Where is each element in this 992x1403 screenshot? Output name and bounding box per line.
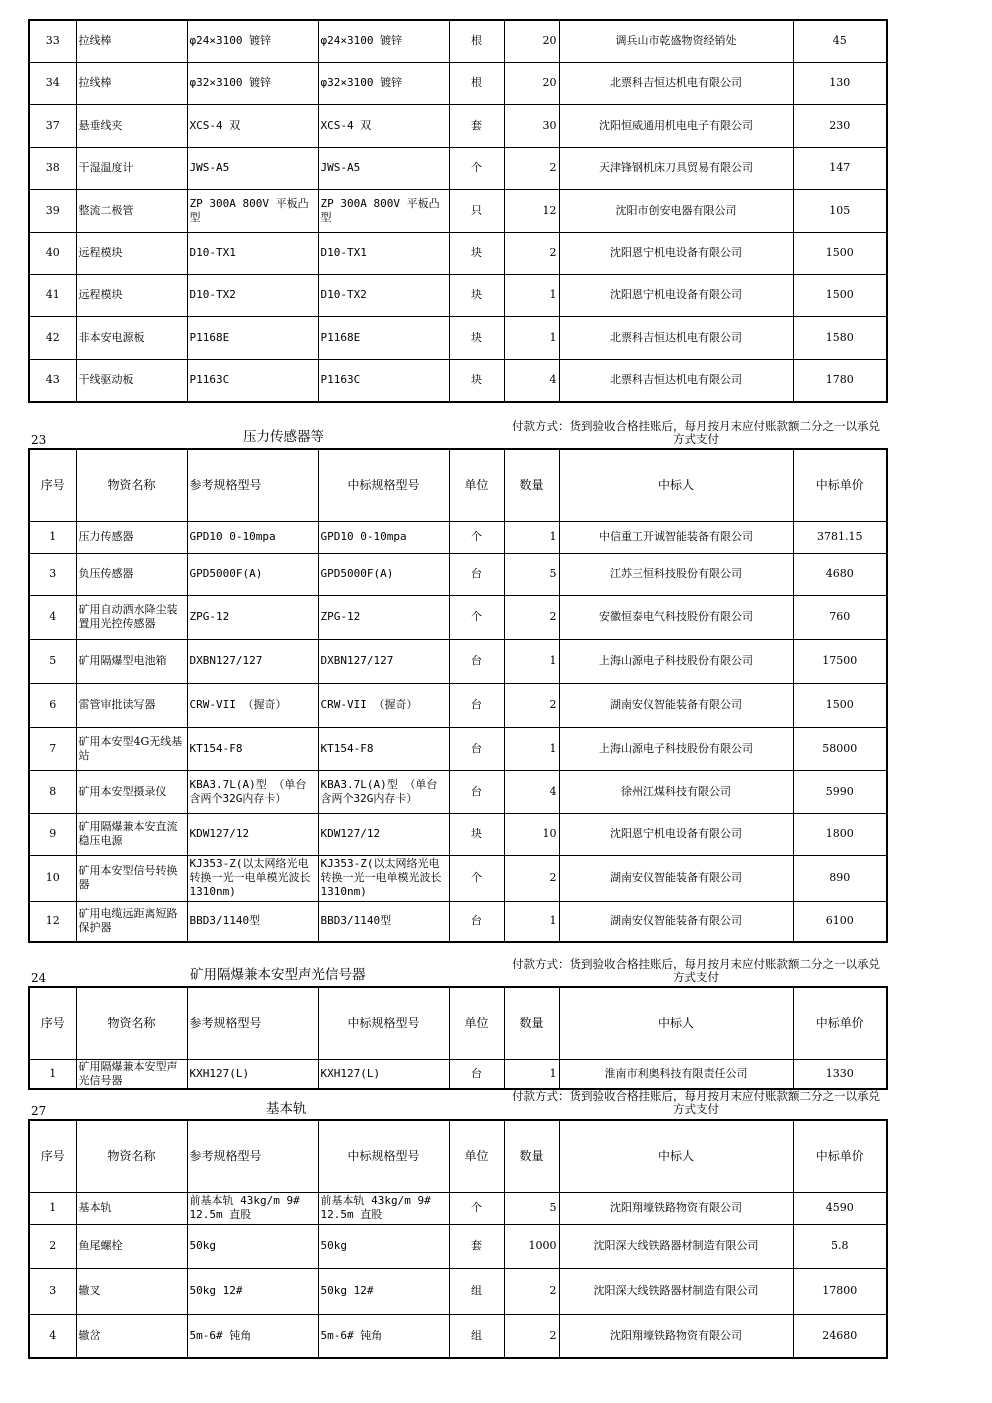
unit-cell: 台 — [449, 639, 504, 683]
table-row — [29, 359, 887, 402]
bid-spec-cell: 5m-6# 钝角 — [318, 1314, 449, 1358]
ref-spec-cell: P1168E — [187, 316, 318, 359]
header-ref-spec: 参考规格型号 — [187, 449, 318, 521]
unit-price-cell: 1330 — [793, 1059, 887, 1089]
ref-spec-cell: P1163C — [187, 359, 318, 402]
unit-price-cell: 4590 — [793, 1192, 887, 1224]
bid-spec-cell: JWS-A5 — [318, 147, 449, 189]
supplier-cell: 北票科吉恒达机电有限公司 — [559, 359, 793, 402]
row-number-cell: 10 — [29, 855, 76, 901]
item-name-cell: 远程模块 — [76, 232, 187, 274]
table-section-24 — [28, 986, 888, 1090]
row-number-cell: 7 — [29, 727, 76, 770]
quantity-cell: 2 — [504, 1268, 559, 1314]
quantity-cell: 1 — [504, 274, 559, 316]
row-number-cell: 1 — [29, 1059, 76, 1089]
quantity-cell: 2 — [504, 232, 559, 274]
header-price: 中标单价 — [793, 1120, 887, 1192]
supplier-cell: 沈阳深大线铁路器材制造有限公司 — [559, 1268, 793, 1314]
unit-price-cell: 1580 — [793, 316, 887, 359]
bid-spec-cell: 50kg 12# — [318, 1268, 449, 1314]
row-number-cell: 8 — [29, 770, 76, 813]
supplier-cell: 湖南安仪智能装备有限公司 — [559, 901, 793, 942]
table-row — [29, 521, 887, 553]
unit-price-cell: 5.8 — [793, 1224, 887, 1268]
table-row — [29, 813, 887, 855]
ref-spec-cell: D10-TX1 — [187, 232, 318, 274]
table-section-27 — [28, 1119, 888, 1359]
header-qty: 数量 — [504, 449, 559, 521]
bid-spec-cell: KDW127/12 — [318, 813, 449, 855]
unit-cell: 只 — [449, 189, 504, 232]
row-number-cell: 33 — [29, 20, 76, 62]
section-title: 矿用隔爆兼本安型声光信号器 — [190, 967, 366, 983]
quantity-cell: 2 — [504, 1314, 559, 1358]
table-row — [29, 62, 887, 104]
bid-spec-cell: φ32×3100 镀锌 — [318, 62, 449, 104]
bid-spec-cell: KT154-F8 — [318, 727, 449, 770]
ref-spec-cell: 50kg — [187, 1224, 318, 1268]
header-seq: 序号 — [29, 449, 76, 521]
header-name: 物资名称 — [76, 449, 187, 521]
table-row — [29, 595, 887, 639]
unit-cell: 块 — [449, 232, 504, 274]
bid-spec-cell: 50kg — [318, 1224, 449, 1268]
unit-cell: 台 — [449, 1059, 504, 1089]
unit-price-cell: 45 — [793, 20, 887, 62]
item-name-cell: 拉线棒 — [76, 62, 187, 104]
table-row — [29, 274, 887, 316]
quantity-cell: 1 — [504, 901, 559, 942]
ref-spec-cell: XCS-4 双 — [187, 104, 318, 147]
item-name-cell: 矿用自动洒水降尘装置用光控传感器 — [76, 595, 187, 639]
header-bid-spec: 中标规格型号 — [318, 449, 449, 521]
unit-price-cell: 1500 — [793, 232, 887, 274]
row-number-cell: 42 — [29, 316, 76, 359]
unit-cell: 根 — [449, 62, 504, 104]
table-row — [29, 855, 887, 901]
supplier-cell: 江苏三恒科技股份有限公司 — [559, 553, 793, 595]
item-name-cell: 矿用隔爆兼本安型声光信号器 — [76, 1059, 187, 1089]
section-number: 23 — [31, 433, 47, 447]
unit-price-cell: 4680 — [793, 553, 887, 595]
unit-cell: 个 — [449, 855, 504, 901]
unit-cell: 个 — [449, 595, 504, 639]
unit-price-cell: 1500 — [793, 683, 887, 727]
quantity-cell: 10 — [504, 813, 559, 855]
item-name-cell: 矿用电缆远距离短路保护器 — [76, 901, 187, 942]
bid-spec-cell: KXH127(L) — [318, 1059, 449, 1089]
bid-spec-cell: KJ353-Z(以太网络光电转换一光一电单模光波长1310nm) — [318, 855, 449, 901]
payment-terms: 付款方式：货到验收合格挂账后，每月按月末应付账款额二分之一以承兑方式支付 — [512, 419, 880, 446]
bid-spec-cell: GPD5000F(A) — [318, 553, 449, 595]
row-number-cell: 41 — [29, 274, 76, 316]
quantity-cell: 2 — [504, 855, 559, 901]
unit-price-cell: 24680 — [793, 1314, 887, 1358]
item-name-cell: 雷管审批读写器 — [76, 683, 187, 727]
table-row — [29, 901, 887, 942]
table-row — [29, 1314, 887, 1358]
ref-spec-cell: CRW-VII （握奇） — [187, 683, 318, 727]
supplier-cell: 沈阳恩宁机电设备有限公司 — [559, 813, 793, 855]
bid-spec-cell: BBD3/1140型 — [318, 901, 449, 942]
unit-price-cell: 17800 — [793, 1268, 887, 1314]
table-row — [29, 1268, 887, 1314]
row-number-cell: 4 — [29, 1314, 76, 1358]
quantity-cell: 5 — [504, 553, 559, 595]
bid-spec-cell: P1168E — [318, 316, 449, 359]
table-row — [29, 147, 887, 189]
table-row — [29, 104, 887, 147]
table-row — [29, 20, 887, 62]
supplier-cell: 上海山源电子科技股份有限公司 — [559, 639, 793, 683]
header-ref-spec: 参考规格型号 — [187, 987, 318, 1059]
item-name-cell: 干线驱动板 — [76, 359, 187, 402]
header-qty: 数量 — [504, 987, 559, 1059]
ref-spec-cell: BBD3/1140型 — [187, 901, 318, 942]
item-name-cell: 矿用本安型摄录仪 — [76, 770, 187, 813]
ref-spec-cell: KDW127/12 — [187, 813, 318, 855]
item-name-cell: 悬垂线夹 — [76, 104, 187, 147]
item-name-cell: 整流二极管 — [76, 189, 187, 232]
unit-cell: 套 — [449, 104, 504, 147]
table-row — [29, 727, 887, 770]
unit-cell: 套 — [449, 1224, 504, 1268]
header-supplier: 中标人 — [559, 987, 793, 1059]
supplier-cell: 湖南安仪智能装备有限公司 — [559, 683, 793, 727]
ref-spec-cell: GPD10 0-10mpa — [187, 521, 318, 553]
row-number-cell: 3 — [29, 1268, 76, 1314]
payment-terms: 付款方式：货到验收合格挂账后，每月按月末应付账款额二分之一以承兑方式支付 — [512, 957, 880, 984]
section-title: 压力传感器等 — [243, 429, 324, 445]
unit-price-cell: 1800 — [793, 813, 887, 855]
item-name-cell: 鱼尾螺栓 — [76, 1224, 187, 1268]
section-number: 24 — [31, 971, 47, 985]
row-number-cell: 38 — [29, 147, 76, 189]
supplier-cell: 北票科吉恒达机电有限公司 — [559, 62, 793, 104]
row-number-cell: 5 — [29, 639, 76, 683]
bid-spec-cell: CRW-VII （握奇） — [318, 683, 449, 727]
quantity-cell: 4 — [504, 770, 559, 813]
table-row — [29, 232, 887, 274]
unit-cell: 台 — [449, 901, 504, 942]
table-row — [29, 1059, 887, 1089]
unit-price-cell: 890 — [793, 855, 887, 901]
header-name: 物资名称 — [76, 987, 187, 1059]
item-name-cell: 矿用隔爆型电池箱 — [76, 639, 187, 683]
bid-spec-cell: D10-TX2 — [318, 274, 449, 316]
payment-terms: 付款方式：货到验收合格挂账后，每月按月末应付账款额二分之一以承兑方式支付 — [512, 1089, 880, 1116]
unit-cell: 台 — [449, 553, 504, 595]
section-title: 基本轨 — [266, 1101, 307, 1117]
unit-cell: 组 — [449, 1314, 504, 1358]
row-number-cell: 1 — [29, 1192, 76, 1224]
bid-spec-cell: P1163C — [318, 359, 449, 402]
unit-price-cell: 130 — [793, 62, 887, 104]
quantity-cell: 2 — [504, 683, 559, 727]
ref-spec-cell: DXBN127/127 — [187, 639, 318, 683]
header-unit: 单位 — [449, 449, 504, 521]
item-name-cell: 压力传感器 — [76, 521, 187, 553]
quantity-cell: 1 — [504, 316, 559, 359]
row-number-cell: 12 — [29, 901, 76, 942]
ref-spec-cell: D10-TX2 — [187, 274, 318, 316]
supplier-cell: 天津锋钢机床刀具贸易有限公司 — [559, 147, 793, 189]
header-supplier: 中标人 — [559, 449, 793, 521]
row-number-cell: 37 — [29, 104, 76, 147]
header-supplier: 中标人 — [559, 1120, 793, 1192]
quantity-cell: 1000 — [504, 1224, 559, 1268]
unit-price-cell: 1500 — [793, 274, 887, 316]
quantity-cell: 30 — [504, 104, 559, 147]
quantity-cell: 12 — [504, 189, 559, 232]
header-bid-spec: 中标规格型号 — [318, 1120, 449, 1192]
unit-price-cell: 105 — [793, 189, 887, 232]
section-number: 27 — [31, 1104, 47, 1118]
unit-price-cell: 17500 — [793, 639, 887, 683]
supplier-cell: 沈阳恒威通用机电电子有限公司 — [559, 104, 793, 147]
header-seq: 序号 — [29, 1120, 76, 1192]
supplier-cell: 徐州江煤科技有限公司 — [559, 770, 793, 813]
row-number-cell: 43 — [29, 359, 76, 402]
unit-cell: 个 — [449, 147, 504, 189]
table-row — [29, 683, 887, 727]
header-bid-spec: 中标规格型号 — [318, 987, 449, 1059]
supplier-cell: 沈阳恩宁机电设备有限公司 — [559, 274, 793, 316]
table-row — [29, 1224, 887, 1268]
ref-spec-cell: KBA3.7L(A)型 （单台含两个32G内存卡） — [187, 770, 318, 813]
bid-spec-cell: φ24×3100 镀锌 — [318, 20, 449, 62]
header-unit: 单位 — [449, 987, 504, 1059]
bid-spec-cell: XCS-4 双 — [318, 104, 449, 147]
row-number-cell: 39 — [29, 189, 76, 232]
unit-price-cell: 230 — [793, 104, 887, 147]
table-top — [28, 19, 888, 403]
row-number-cell: 34 — [29, 62, 76, 104]
unit-cell: 组 — [449, 1268, 504, 1314]
ref-spec-cell: 50kg 12# — [187, 1268, 318, 1314]
table-row — [29, 316, 887, 359]
quantity-cell: 1 — [504, 727, 559, 770]
quantity-cell: 4 — [504, 359, 559, 402]
ref-spec-cell: JWS-A5 — [187, 147, 318, 189]
unit-price-cell: 147 — [793, 147, 887, 189]
table-row — [29, 189, 887, 232]
supplier-cell: 中信重工开诚智能装备有限公司 — [559, 521, 793, 553]
header-price: 中标单价 — [793, 987, 887, 1059]
ref-spec-cell: 前基本轨 43kg/m 9# 12.5m 直股 — [187, 1192, 318, 1224]
ref-spec-cell: KT154-F8 — [187, 727, 318, 770]
item-name-cell: 远程模块 — [76, 274, 187, 316]
ref-spec-cell: KJ353-Z(以太网络光电转换一光一电单模光波长1310nm) — [187, 855, 318, 901]
supplier-cell: 北票科吉恒达机电有限公司 — [559, 316, 793, 359]
supplier-cell: 淮南市利奥科技有限责任公司 — [559, 1059, 793, 1089]
ref-spec-cell: KXH127(L) — [187, 1059, 318, 1089]
item-name-cell: 干湿温度计 — [76, 147, 187, 189]
ref-spec-cell: ZPG-12 — [187, 595, 318, 639]
item-name-cell: 基本轨 — [76, 1192, 187, 1224]
bid-spec-cell: KBA3.7L(A)型 （单台含两个32G内存卡） — [318, 770, 449, 813]
unit-price-cell: 6100 — [793, 901, 887, 942]
supplier-cell: 调兵山市乾盛物资经销处 — [559, 20, 793, 62]
row-number-cell: 4 — [29, 595, 76, 639]
bid-spec-cell: D10-TX1 — [318, 232, 449, 274]
row-number-cell: 40 — [29, 232, 76, 274]
ref-spec-cell: ZP 300A 800V 平板凸型 — [187, 189, 318, 232]
table-section-23 — [28, 448, 888, 943]
item-name-cell: 拉线棒 — [76, 20, 187, 62]
ref-spec-cell: φ24×3100 镀锌 — [187, 20, 318, 62]
table-row — [29, 553, 887, 595]
unit-cell: 块 — [449, 316, 504, 359]
unit-price-cell: 760 — [793, 595, 887, 639]
header-price: 中标单价 — [793, 449, 887, 521]
row-number-cell: 2 — [29, 1224, 76, 1268]
quantity-cell: 20 — [504, 62, 559, 104]
item-name-cell: 矿用隔爆兼本安直流稳压电源 — [76, 813, 187, 855]
ref-spec-cell: 5m-6# 钝角 — [187, 1314, 318, 1358]
row-number-cell: 9 — [29, 813, 76, 855]
bid-spec-cell: ZP 300A 800V 平板凸型 — [318, 189, 449, 232]
quantity-cell: 1 — [504, 639, 559, 683]
supplier-cell: 湖南安仪智能装备有限公司 — [559, 855, 793, 901]
supplier-cell: 沈阳翔壕铁路物资有限公司 — [559, 1314, 793, 1358]
table-row — [29, 770, 887, 813]
supplier-cell: 沈阳深大线铁路器材制造有限公司 — [559, 1224, 793, 1268]
item-name-cell: 矿用本安型4G无线基站 — [76, 727, 187, 770]
supplier-cell: 沈阳恩宁机电设备有限公司 — [559, 232, 793, 274]
unit-price-cell: 58000 — [793, 727, 887, 770]
bid-spec-cell: GPD10 0-10mpa — [318, 521, 449, 553]
unit-cell: 块 — [449, 359, 504, 402]
unit-price-cell: 3781.15 — [793, 521, 887, 553]
supplier-cell: 安徽恒泰电气科技股份有限公司 — [559, 595, 793, 639]
unit-cell: 块 — [449, 813, 504, 855]
bid-spec-cell: ZPG-12 — [318, 595, 449, 639]
header-unit: 单位 — [449, 1120, 504, 1192]
row-number-cell: 6 — [29, 683, 76, 727]
quantity-cell: 2 — [504, 147, 559, 189]
item-name-cell: 负压传感器 — [76, 553, 187, 595]
row-number-cell: 3 — [29, 553, 76, 595]
table-row — [29, 639, 887, 683]
item-name-cell: 辙叉 — [76, 1268, 187, 1314]
header-name: 物资名称 — [76, 1120, 187, 1192]
unit-cell: 个 — [449, 1192, 504, 1224]
unit-cell: 台 — [449, 683, 504, 727]
quantity-cell: 1 — [504, 521, 559, 553]
item-name-cell: 矿用本安型信号转换器 — [76, 855, 187, 901]
item-name-cell: 非本安电源板 — [76, 316, 187, 359]
quantity-cell: 1 — [504, 1059, 559, 1089]
supplier-cell: 沈阳市创安电器有限公司 — [559, 189, 793, 232]
unit-cell: 根 — [449, 20, 504, 62]
bid-spec-cell: DXBN127/127 — [318, 639, 449, 683]
header-qty: 数量 — [504, 1120, 559, 1192]
unit-price-cell: 1780 — [793, 359, 887, 402]
supplier-cell: 上海山源电子科技股份有限公司 — [559, 727, 793, 770]
quantity-cell: 2 — [504, 595, 559, 639]
header-seq: 序号 — [29, 987, 76, 1059]
bid-spec-cell: 前基本轨 43kg/m 9# 12.5m 直股 — [318, 1192, 449, 1224]
unit-cell: 台 — [449, 727, 504, 770]
supplier-cell: 沈阳翔壕铁路物资有限公司 — [559, 1192, 793, 1224]
unit-price-cell: 5990 — [793, 770, 887, 813]
ref-spec-cell: φ32×3100 镀锌 — [187, 62, 318, 104]
unit-cell: 块 — [449, 274, 504, 316]
header-ref-spec: 参考规格型号 — [187, 1120, 318, 1192]
quantity-cell: 20 — [504, 20, 559, 62]
item-name-cell: 辙岔 — [76, 1314, 187, 1358]
ref-spec-cell: GPD5000F(A) — [187, 553, 318, 595]
unit-cell: 个 — [449, 521, 504, 553]
row-number-cell: 1 — [29, 521, 76, 553]
unit-cell: 台 — [449, 770, 504, 813]
quantity-cell: 5 — [504, 1192, 559, 1224]
table-row — [29, 1192, 887, 1224]
